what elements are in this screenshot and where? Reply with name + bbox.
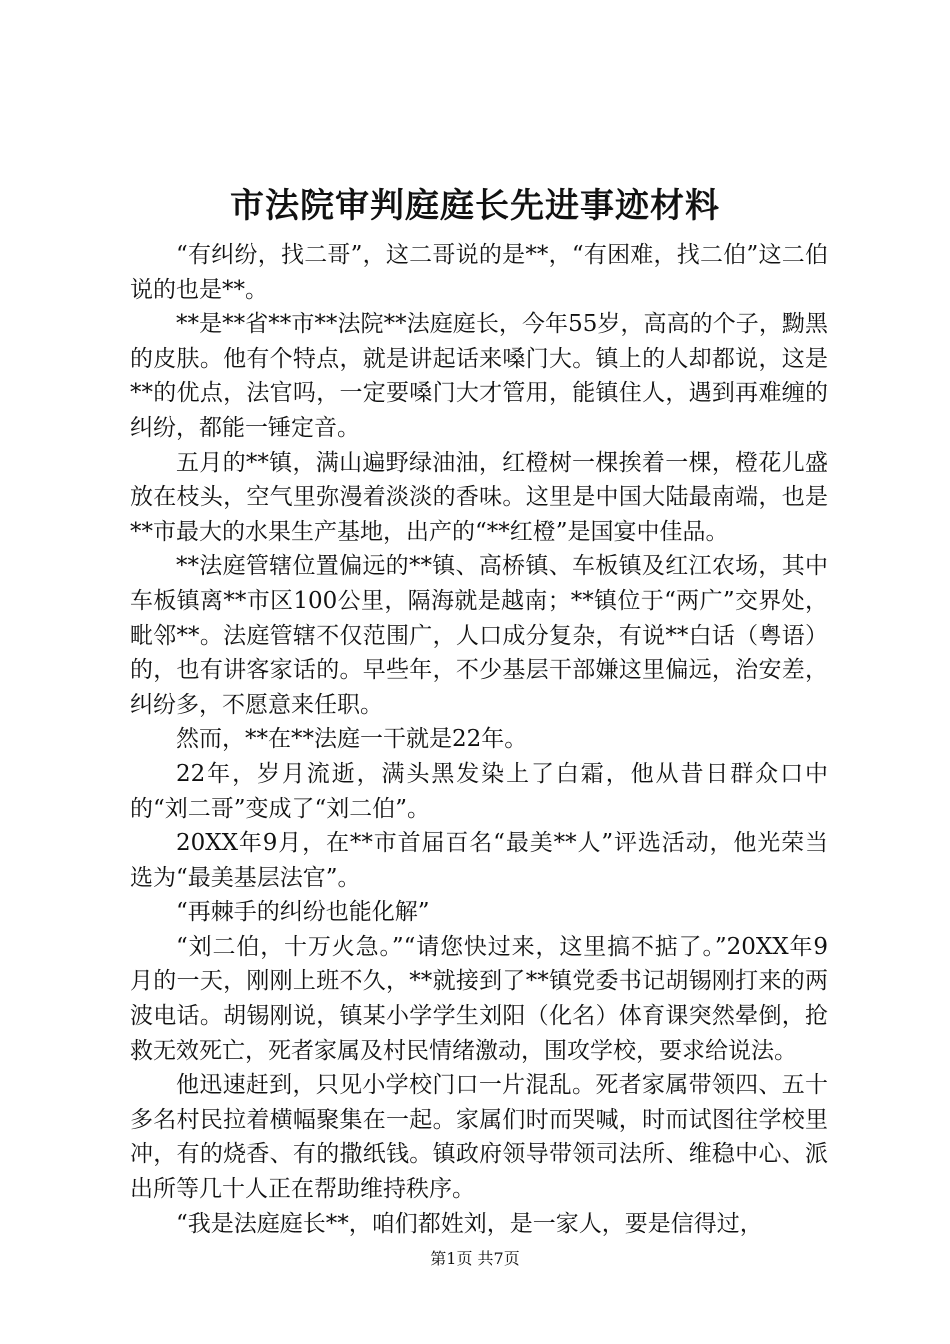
- document-body: [130, 238, 828, 1241]
- paragraph: “有纠纷，找二哥”，这二哥说的是**，“有困难，找二伯”这二伯说的也是**。: [130, 242, 828, 303]
- paragraph: 他迅速赶到，只见小学校门口一片混乱。死者家属带领四、五十多名村民拉着横幅聚集在一起。家属们时而哭喊，时而试图往学校里冲，有的烧香、有的撒纸钱。镇政府领导带领司法所、维稳中心、派出所等几十人正在帮助维持秩序。: [130, 1072, 828, 1203]
- document-title: 市法院审判庭庭长先进事迹材料: [230, 186, 720, 226]
- paragraph: 五月的**镇，满山遍野绿油油，红橙树一棵挨着一棵，橙花儿盛放在枝头，空气里弥漫着淡淡的香味。这里是中国大陆最南端，也是**市最大的水果生产基地，出产的“**红橙”是国宴中佳品。: [130, 449, 828, 545]
- section-heading: “再棘手的纠纷也能化解”: [176, 899, 430, 926]
- page-footer: 第1页 共7页: [430, 1249, 520, 1268]
- paragraph: “刘二伯，十万火急。”“请您快过来，这里搞不掂了。”20XX年9月的一天，刚刚上班不久，**就接到了**镇党委书记胡锡刚打来的两波电话。胡锡刚说，镇某小学学生刘阳（化名）体育课突然晕倒，抢救无效死亡，死者家属及村民情绪激动，围攻学校，要求给说法。: [130, 933, 828, 1064]
- paragraph: “我是法庭庭长**，咱们都姓刘，是一家人，要是信得过，: [176, 1210, 763, 1237]
- paragraph: 然而，**在**法庭一干就是22年。: [176, 726, 528, 753]
- paragraph: **法庭管辖位置偏远的**镇、高桥镇、车板镇及红江农场，其中车板镇离**市区100公里，隔海就是越南；**镇位于“两广”交界处，毗邻**。法庭管辖不仅范围广，人口成分复杂，有说**白话（粤语）的，也有讲客家话的。早些年，不少基层干部嫌这里偏远，治安差，纠纷多，不愿意来任职。: [130, 553, 828, 718]
- paragraph: 20XX年9月，在**市首届百名“最美**人”评选活动，他光荣当选为“最美基层法官”。: [130, 830, 828, 891]
- paragraph: **是**省**市**法院**法庭庭长，今年55岁，高高的个子，黝黑的皮肤。他有个特点，就是讲起话来嗓门大。镇上的人却都说，这是**的优点，法官吗，一定要嗓门大才管用，能镇住人，遇到再难缠的纠纷，都能一锤定音。: [130, 311, 828, 441]
- paragraph: 22年，岁月流逝，满头黑发染上了白霜，他从昔日群众口中的“刘二哥”变成了“刘二伯”。: [130, 760, 828, 822]
